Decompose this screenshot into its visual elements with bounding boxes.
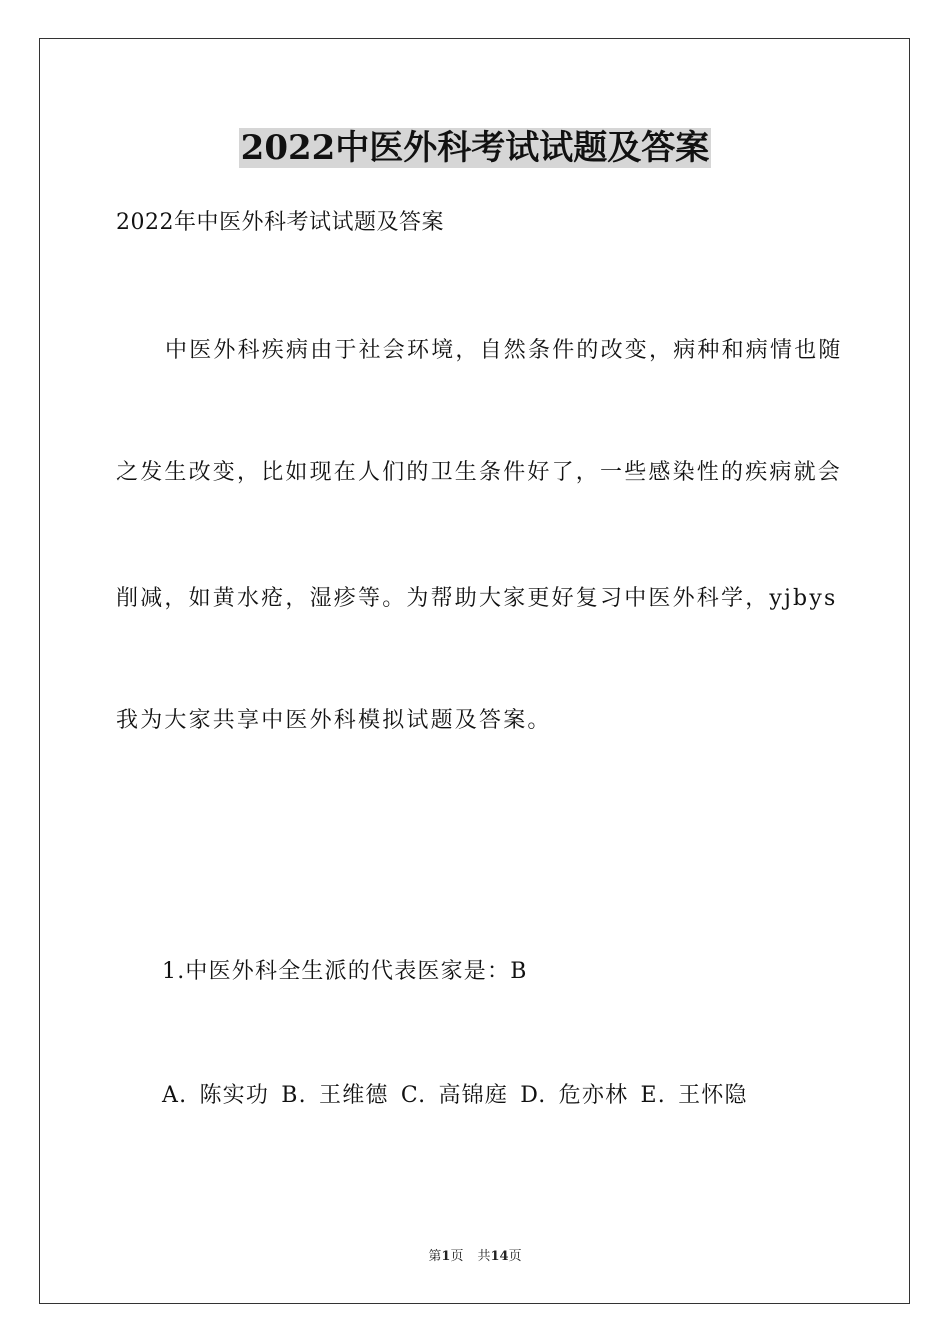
paragraph-line-1: 中医外科疾病由于社会环境，自然条件的改变，病种和病情也随 <box>165 338 843 363</box>
question-1-options: A. 陈实功 B. 王维德 C. 高锦庭 D. 危亦林 E. 王怀隐 <box>162 1083 748 1108</box>
footer-page-suffix: 页 <box>450 1249 464 1264</box>
page-footer <box>0 1248 950 1266</box>
document-title <box>0 126 950 170</box>
footer-page-number: 1 <box>441 1249 451 1264</box>
document-subtitle: 2022年中医外科考试试题及答案 <box>116 210 444 235</box>
paragraph-line-2: 之发生改变，比如现在人们的卫生条件好了，一些感染性的疾病就会 <box>116 460 843 485</box>
document-title-text: 2022中医外科考试试题及答案 <box>240 128 710 168</box>
footer-page-prefix: 第 <box>428 1249 442 1264</box>
paragraph-line-4: 我为大家共享中医外科模拟试题及答案。 <box>116 708 552 733</box>
footer-total-prefix: 共 <box>477 1249 491 1264</box>
paragraph-line-3: 削减，如黄水疮，湿疹等。为帮助大家更好复习中医外科学，yjbys <box>116 586 838 611</box>
footer-total-pages: 14 <box>490 1249 509 1264</box>
footer-total-suffix: 页 <box>508 1249 522 1264</box>
question-1: 1.中医外科全生派的代表医家是：B <box>162 959 528 984</box>
